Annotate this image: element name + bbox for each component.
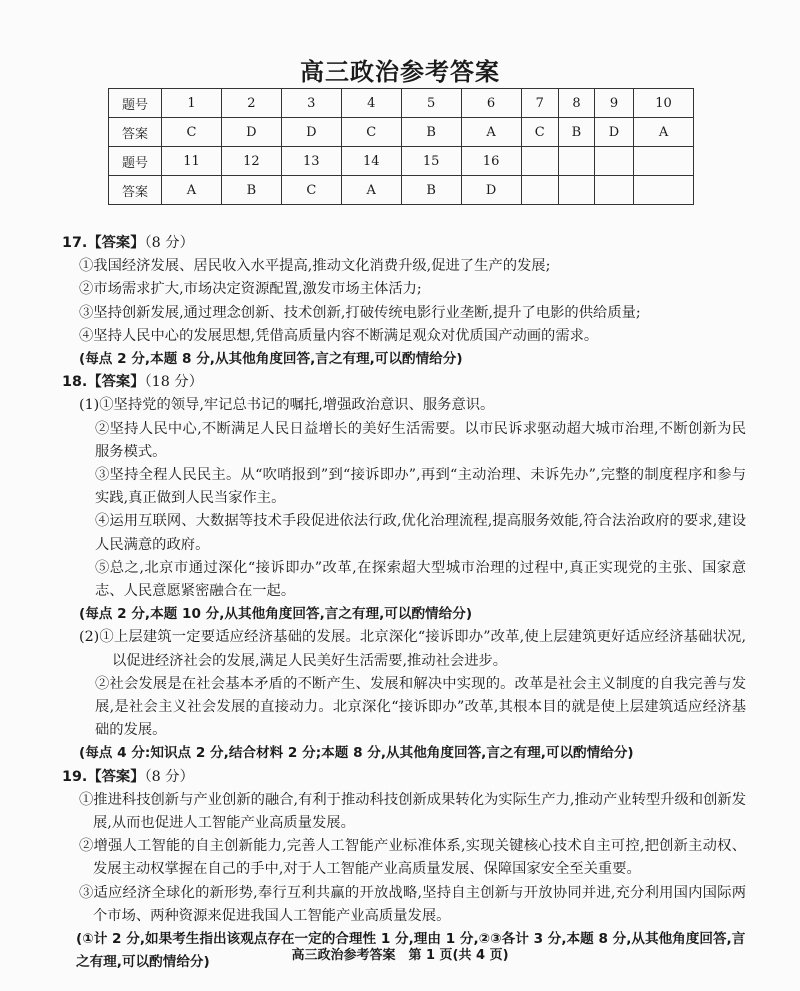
q18-label: 18.【答案】 [62, 374, 145, 391]
q17-score: （8 分） [144, 235, 194, 251]
q18-item: ⑤总之,北京市通过深化“接诉即办”改革,在探索超大型城市治理的过程中,真正实现党的主张、国家意志、人民意愿紧密融合在一起。 [95, 559, 746, 600]
answer-cell [634, 176, 694, 205]
q18-note-1: (每点 2 分,本题 10 分,从其他角度回答,言之有理,可以酌情给分) [79, 606, 473, 623]
table-row [109, 118, 694, 147]
q19-item: ①推进科技创新与产业创新的融合,有利于推动科技创新成果转化为实际生产力,推动产业转型升级和创新发展,从而也促进人工智能产业高质量发展。 [79, 791, 746, 832]
q18-item: (2)①上层建筑一定要适应经济基础的发展。北京深化“接诉即办”改革,使上层建筑更好适应经济基础状况,以促进经济社会的发展,满足人民美好生活需要,推动社会进步。 [79, 629, 746, 669]
answer-cell: 14 [341, 147, 401, 176]
row-header-cell: 答案 [109, 118, 162, 147]
q19-item: ②增强人工智能的自主创新能力,完善人工智能产业标准体系,实现关键核心技术自主可控,把创新主动权、发展主动权掌握在自己的手中,对于人工智能产业高质量发展、保障国家安全至关重要。 [79, 838, 746, 878]
q19-label: 19.【答案】 [62, 768, 145, 785]
q18-note-2: (每点 4 分:知识点 2 分,结合材料 2 分;本题 8 分,从其他角度回答,言之有理,可以酌情给分) [79, 745, 634, 762]
answer-cell: A [162, 176, 222, 205]
answer-cell: B [558, 118, 594, 147]
q17-item: ②市场需求扩大,市场决定资源配置,激发市场主体活力; [79, 281, 422, 298]
answer-cell: 16 [461, 147, 521, 176]
page-footer: 高三政治参考答案 第 1 页(共 4 页) [291, 948, 509, 963]
answer-cell: D [221, 118, 281, 147]
q19-header [62, 766, 746, 789]
q18-item: ②坚持人民中心,不断满足人民日益增长的美好生活需要。以市民诉求驱动超大城市治理,不断创新为民服务模式。 [95, 420, 746, 460]
page-title: 高三政治参考答案 [300, 58, 500, 86]
answer-cell [521, 147, 558, 176]
answer-cell: C [162, 118, 222, 147]
q19-score: （8 分） [144, 768, 194, 785]
answer-cell: B [221, 176, 281, 205]
answer-cell: D [281, 118, 341, 147]
answer-cell: D [461, 176, 521, 205]
row-header-cell: 答案 [109, 176, 162, 205]
answer-cell: C [521, 118, 558, 147]
table-row [109, 147, 694, 176]
q17-header [62, 232, 746, 255]
answer-cell [558, 147, 594, 176]
answer-cell: C [281, 176, 341, 205]
q19-note: (①计 2 分,如果考生指出该观点存在一定的合理性 1 分,理由 1 分,②③各计 3 分,本题 8 分,从其他角度回答,言之有理,可以酌情给分) [76, 931, 746, 971]
answer-cell: 12 [221, 147, 281, 176]
q18-item: ②社会发展是在社会基本矛盾的不断产生、发展和解决中实现的。改革是社会主义制度的自我完善与发展,是社会主义社会发展的直接动力。北京深化“接诉即办”改革,其根本目的就是使上层建筑适应经济基础的发展。 [95, 675, 746, 739]
answer-cell: 13 [281, 147, 341, 176]
answer-cell: A [341, 176, 401, 205]
row-header-cell: 题号 [109, 147, 162, 176]
answer-cell: A [634, 118, 694, 147]
q18-score: （18 分） [144, 374, 203, 391]
q18-header [62, 371, 746, 394]
answer-cell: B [401, 118, 461, 147]
q17-item: ③坚持创新发展,通过理念创新、技术创新,打破传统电影行业垄断,提升了电影的供给质量; [79, 304, 641, 321]
answer-cell: 8 [558, 89, 594, 118]
answer-cell: 7 [521, 89, 558, 118]
q19-item: ③适应经济全球化的新形势,奉行互利共赢的开放战略,坚持自主创新与开放协同并进,充分利用国内国际两个市场、两种资源来促进我国人工智能产业高质量发展。 [79, 884, 746, 924]
answer-cell [558, 176, 594, 205]
answer-cell: 2 [221, 89, 281, 118]
q17-note: (每点 2 分,本题 8 分,从其他角度回答,言之有理,可以酌情给分) [79, 351, 463, 368]
q17-item: ④坚持人民中心的发展思想,凭借高质量内容不断满足观众对优质国产动画的需求。 [79, 327, 599, 344]
answer-cell: 3 [281, 89, 341, 118]
answer-cell: 15 [401, 147, 461, 176]
answer-cell: 10 [634, 89, 694, 118]
q18-item: (1)①坚持党的领导,牢记总书记的嘱托,增强政治意识、服务意识。 [79, 397, 495, 414]
table-row [109, 176, 694, 205]
answer-cell: 4 [341, 89, 401, 118]
q17-label: 17.【答案】 [62, 235, 145, 251]
answer-cell: 1 [162, 89, 222, 118]
answer-cell: 5 [401, 89, 461, 118]
answer-cell: D [594, 118, 633, 147]
answer-cell: 11 [162, 147, 222, 176]
row-header-cell: 题号 [109, 89, 162, 118]
answer-cell [594, 147, 633, 176]
q18-item: ③坚持全程人民民主。从“吹哨报到”到“接诉即办”,再到“主动治理、未诉先办”,完整的制度程序和参与实践,真正做到人民当家作主。 [95, 467, 746, 507]
answer-cell [594, 176, 633, 205]
answer-cell: C [341, 118, 401, 147]
answer-cell [521, 176, 558, 205]
answer-cell: 6 [461, 89, 521, 118]
answer-cell: B [401, 176, 461, 205]
answer-table [108, 88, 694, 205]
answer-cell: 9 [594, 89, 633, 118]
q18-item: ④运用互联网、大数据等技术手段促进依法行政,优化治理流程,提高服务效能,符合法治政府的要求,建设人民满意的政府。 [95, 513, 746, 553]
q17-item: ①我国经济发展、居民收入水平提高,推动文化消费升级,促进了生产的发展; [79, 258, 551, 275]
answer-cell [634, 147, 694, 176]
answer-cell: A [461, 118, 521, 147]
table-row [109, 89, 694, 118]
